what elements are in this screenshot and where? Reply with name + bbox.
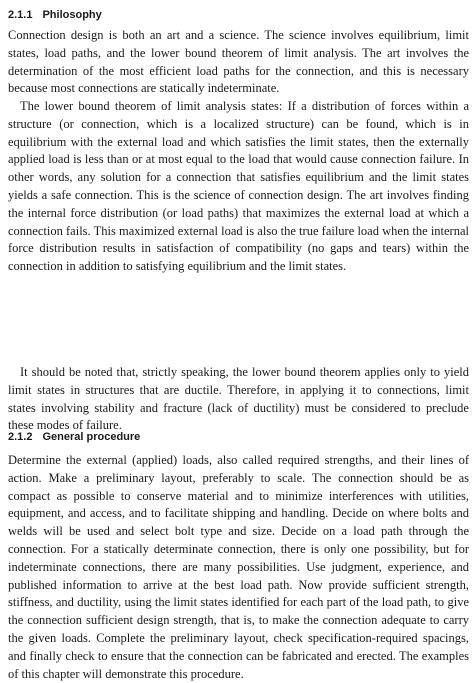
section-title: General procedure <box>42 431 141 443</box>
section-number: 2.1.2 <box>8 431 33 443</box>
paragraph-philosophy-3: It should be noted that, strictly speaking, the lower bound theorem applies only to yield limit states in structures that are ductile. Therefore, in applying it to connections, limit states involving stability and fracture (lack of ductility) must be considered to preclude these modes of failure. <box>8 365 469 433</box>
section-heading-philosophy <box>8 8 102 22</box>
paragraph-philosophy-1: Connection design is both an art and a science. The science involves equilibrium, limit states, load paths, and the lower bound theorem of limit analysis. The art involves the determination of the most efficient load paths for the connection, and this is necessary because most connections are statically indeterminate. <box>8 28 469 96</box>
paragraph-philosophy-2: The lower bound theorem of limit analysis states: If a distribution of forces within a structure (or connection, which is a localized structure) can be found, which is in equilibrium with the external load and which satisfies the limit states, then the externally applied load is less than or at most equal to the load that would cause connection failure. In other words, any solution for a connection that satisfies equilibrium and the limit states yields a safe connection. This is the science of connection design. The art involves finding the internal force distribution (or load paths) that maximizes the external load at which a connection fails. This maximized external load is also the true failure load when the internal force distribution results in satisfaction of compatibility (no gaps and tears) within the connection in addition to satisfying equilibrium and the limit states. <box>8 99 469 274</box>
section-number: 2.1.1 <box>8 9 33 21</box>
paragraph-general-procedure: Determine the external (applied) loads, also called required strengths, and their lines of action. Make a preliminary layout, preferably to scale. The connection should be as compact as possible to conserve material and to minimize interferences with utilities, equipment, and access, and to facilitate shipping and handling. Decide on where bolts and welds will be used and select bolt type and size. Decide on a load path through the connection. For a statically determinate connection, there is only one possibility, but for indeterminate connections, there are many possibilities. Use judgment, experience, and published information to arrive at the best load path. Now provide sufficient strength, stiffness, and ductility, using the limit states identified for each part of the load path, to give the connection sufficient design strength, that is, to make the connection adequate to carry the given loads. Complete the preliminary layout, check specification-required spacings, and finally check to ensure that the connection can be fabricated and erected. The examples of this chapter will demonstrate this procedure. <box>8 453 469 681</box>
section-heading-general-procedure <box>8 430 140 444</box>
section-title: Philosophy <box>42 9 102 21</box>
